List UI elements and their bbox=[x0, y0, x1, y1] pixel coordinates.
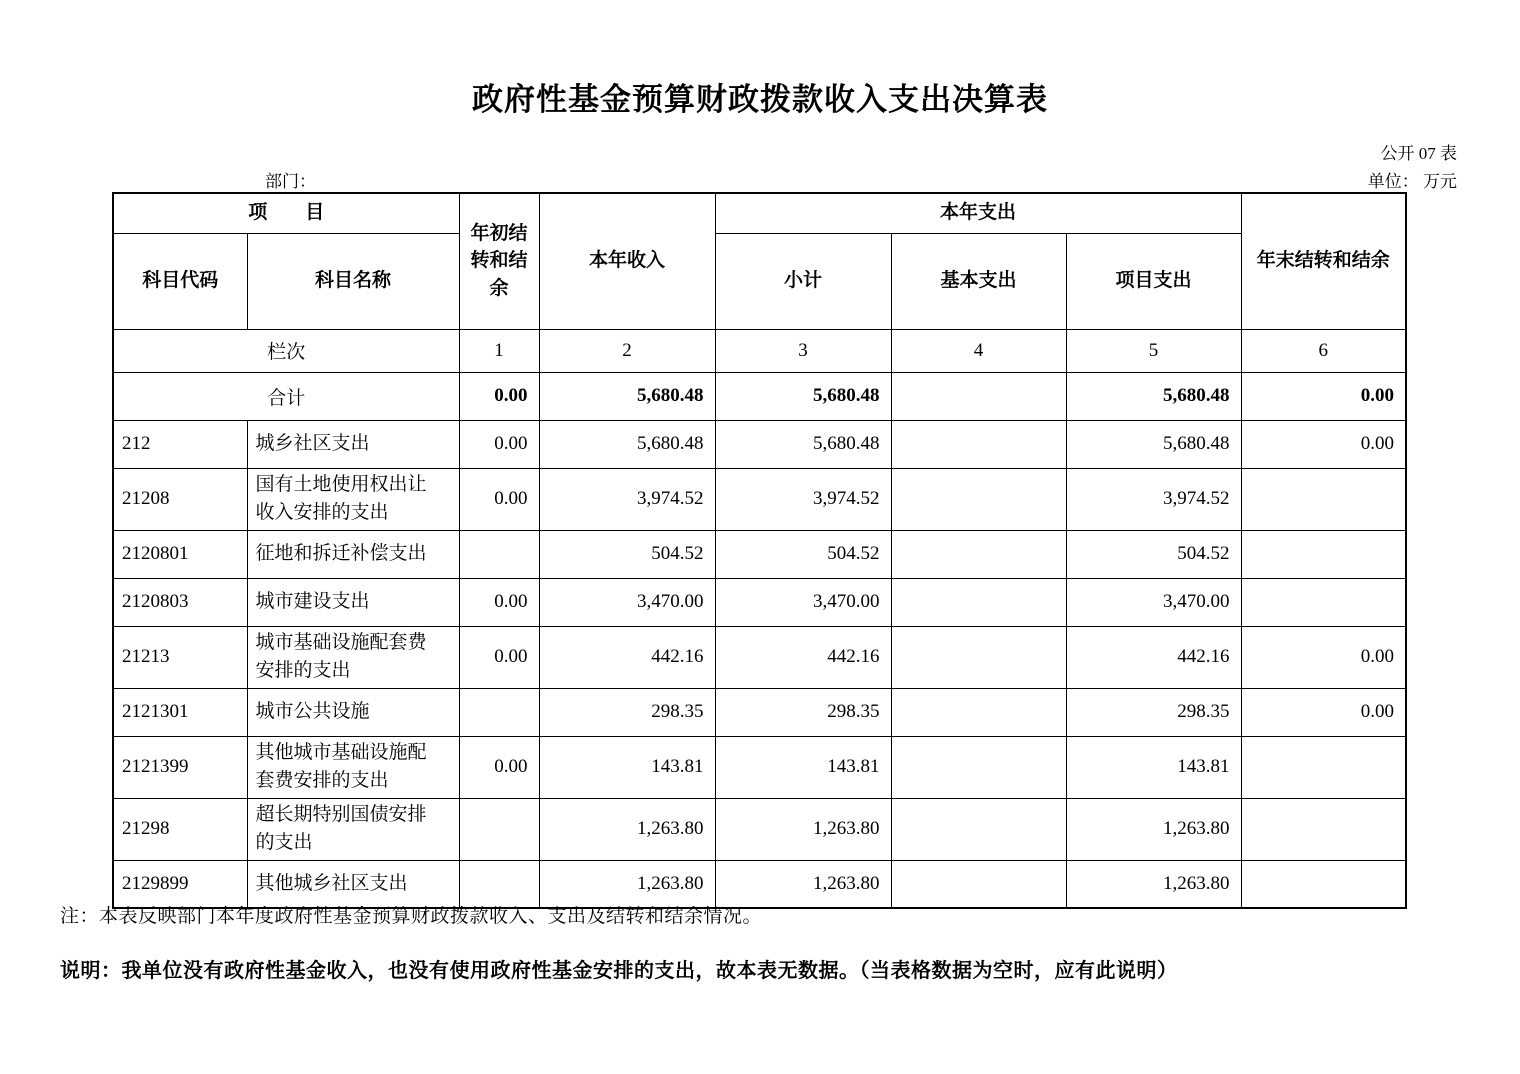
column-index-2: 2 bbox=[539, 329, 715, 372]
cell-value: 143.81 bbox=[1066, 736, 1241, 798]
total-label: 合计 bbox=[113, 372, 459, 420]
cell-value bbox=[1241, 468, 1406, 530]
header-year-income: 本年收入 bbox=[539, 193, 715, 329]
table-row bbox=[113, 798, 1406, 860]
cell-value: 1,263.80 bbox=[539, 798, 715, 860]
cell-value: 0.00 bbox=[459, 736, 539, 798]
column-index-3: 3 bbox=[715, 329, 891, 372]
table-row bbox=[113, 688, 1406, 736]
cell-value: 3,974.52 bbox=[715, 468, 891, 530]
budget-table bbox=[112, 192, 1407, 909]
header-project-expense: 项目支出 bbox=[1066, 233, 1241, 329]
cell-subject-code: 21298 bbox=[113, 798, 247, 860]
cell-value: 3,470.00 bbox=[1066, 578, 1241, 626]
cell-value: 298.35 bbox=[715, 688, 891, 736]
cell-value: 0.00 bbox=[459, 578, 539, 626]
table-row bbox=[113, 626, 1406, 688]
cell-subject-name: 城市基础设施配套费安排的支出 bbox=[247, 626, 459, 688]
table-row bbox=[113, 578, 1406, 626]
header-subject-name: 科目名称 bbox=[247, 233, 459, 329]
table-row bbox=[113, 468, 1406, 530]
cell-value bbox=[1241, 798, 1406, 860]
cell-subject-code: 212 bbox=[113, 420, 247, 468]
department-label: 部门： bbox=[265, 172, 316, 191]
column-index-4: 4 bbox=[891, 329, 1066, 372]
cell-subject-code: 2120801 bbox=[113, 530, 247, 578]
cell-subject-name: 超长期特别国债安排的支出 bbox=[247, 798, 459, 860]
empty-data-statement: 说明：我单位没有政府性基金收入，也没有使用政府性基金安排的支出，故本表无数据。（当表格数据为空时，应有此说明） bbox=[60, 960, 1178, 982]
cell-value: 1,263.80 bbox=[1066, 798, 1241, 860]
cell-subject-name: 征地和拆迁补偿支出 bbox=[247, 530, 459, 578]
total-value: 0.00 bbox=[1241, 372, 1406, 420]
cell-value: 504.52 bbox=[539, 530, 715, 578]
cell-value: 1,263.80 bbox=[715, 798, 891, 860]
header-subject-code: 科目代码 bbox=[113, 233, 247, 329]
cell-value: 298.35 bbox=[1066, 688, 1241, 736]
cell-value bbox=[1241, 578, 1406, 626]
cell-value: 442.16 bbox=[715, 626, 891, 688]
cell-value: 5,680.48 bbox=[539, 420, 715, 468]
cell-subject-name: 国有土地使用权出让收入安排的支出 bbox=[247, 468, 459, 530]
cell-value bbox=[891, 626, 1066, 688]
header-basic-expense: 基本支出 bbox=[891, 233, 1066, 329]
column-index-row bbox=[113, 329, 1406, 372]
cell-subject-name: 其他城乡社区支出 bbox=[247, 860, 459, 908]
total-value: 5,680.48 bbox=[715, 372, 891, 420]
cell-value: 1,263.80 bbox=[539, 860, 715, 908]
column-index-label: 栏次 bbox=[113, 329, 459, 372]
cell-subject-code: 2120803 bbox=[113, 578, 247, 626]
cell-subject-name: 城市公共设施 bbox=[247, 688, 459, 736]
total-row bbox=[113, 372, 1406, 420]
header-end-balance: 年末结转和结余 bbox=[1241, 193, 1406, 329]
cell-value bbox=[459, 798, 539, 860]
cell-value: 442.16 bbox=[539, 626, 715, 688]
table-code-label: 公开 07 表 bbox=[1380, 144, 1457, 163]
cell-value: 0.00 bbox=[459, 420, 539, 468]
cell-subject-name: 城市建设支出 bbox=[247, 578, 459, 626]
header-begin-balance: 年初结转和结余 bbox=[459, 193, 539, 329]
cell-value: 1,263.80 bbox=[715, 860, 891, 908]
cell-value: 3,470.00 bbox=[715, 578, 891, 626]
table-row bbox=[113, 736, 1406, 798]
cell-value bbox=[891, 420, 1066, 468]
table-note: 注：本表反映部门本年度政府性基金预算财政拨款收入、支出及结转和结余情况。 bbox=[60, 906, 763, 927]
total-value bbox=[891, 372, 1066, 420]
cell-value: 504.52 bbox=[715, 530, 891, 578]
cell-subject-code: 2121301 bbox=[113, 688, 247, 736]
header-subtotal: 小计 bbox=[715, 233, 891, 329]
cell-value: 0.00 bbox=[459, 468, 539, 530]
cell-subject-code: 21213 bbox=[113, 626, 247, 688]
cell-value: 0.00 bbox=[1241, 626, 1406, 688]
cell-value bbox=[891, 860, 1066, 908]
cell-value: 1,263.80 bbox=[1066, 860, 1241, 908]
cell-subject-code: 21208 bbox=[113, 468, 247, 530]
cell-value: 0.00 bbox=[1241, 420, 1406, 468]
cell-subject-name: 其他城市基础设施配套费安排的支出 bbox=[247, 736, 459, 798]
cell-value: 298.35 bbox=[539, 688, 715, 736]
cell-value bbox=[891, 468, 1066, 530]
column-index-5: 5 bbox=[1066, 329, 1241, 372]
cell-value bbox=[459, 688, 539, 736]
cell-value: 143.81 bbox=[539, 736, 715, 798]
cell-value: 0.00 bbox=[1241, 688, 1406, 736]
table-row bbox=[113, 530, 1406, 578]
cell-value bbox=[891, 578, 1066, 626]
cell-value: 504.52 bbox=[1066, 530, 1241, 578]
header-year-expense: 本年支出 bbox=[715, 193, 1241, 233]
cell-value bbox=[891, 530, 1066, 578]
header-row-2 bbox=[113, 233, 1406, 329]
cell-subject-code: 2121399 bbox=[113, 736, 247, 798]
cell-subject-name: 城乡社区支出 bbox=[247, 420, 459, 468]
column-index-1: 1 bbox=[459, 329, 539, 372]
cell-value bbox=[1241, 860, 1406, 908]
total-value: 0.00 bbox=[459, 372, 539, 420]
cell-value bbox=[891, 688, 1066, 736]
cell-value bbox=[891, 736, 1066, 798]
total-value: 5,680.48 bbox=[539, 372, 715, 420]
cell-value: 3,470.00 bbox=[539, 578, 715, 626]
cell-value: 5,680.48 bbox=[715, 420, 891, 468]
cell-subject-code: 2129899 bbox=[113, 860, 247, 908]
total-value: 5,680.48 bbox=[1066, 372, 1241, 420]
table-row bbox=[113, 420, 1406, 468]
cell-value: 442.16 bbox=[1066, 626, 1241, 688]
unit-label: 单位： 万元 bbox=[1367, 172, 1457, 191]
cell-value bbox=[891, 798, 1066, 860]
cell-value bbox=[1241, 736, 1406, 798]
header-project: 项 目 bbox=[113, 193, 459, 233]
cell-value: 143.81 bbox=[715, 736, 891, 798]
cell-value: 3,974.52 bbox=[539, 468, 715, 530]
page-title: 政府性基金预算财政拨款收入支出决算表 bbox=[472, 82, 1048, 117]
cell-value bbox=[1241, 530, 1406, 578]
cell-value bbox=[459, 530, 539, 578]
cell-value: 5,680.48 bbox=[1066, 420, 1241, 468]
header-row-1 bbox=[113, 193, 1406, 233]
cell-value: 0.00 bbox=[459, 626, 539, 688]
cell-value: 3,974.52 bbox=[1066, 468, 1241, 530]
column-index-6: 6 bbox=[1241, 329, 1406, 372]
